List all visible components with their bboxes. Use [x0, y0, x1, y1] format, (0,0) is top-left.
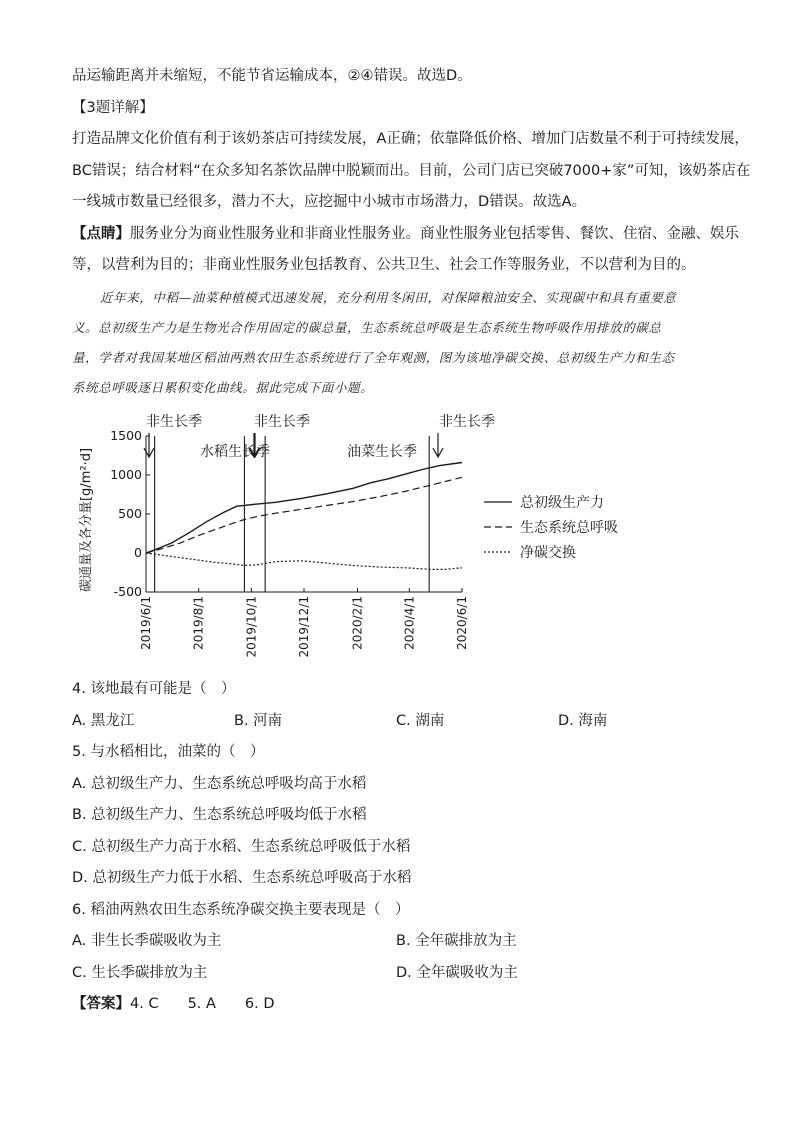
passage-line-2: 义。总初级生产力是生物光合作用固定的碳总量，生态系统总呼吸是生态系统生物呼吸作用排放的碳总	[72, 320, 662, 335]
q4-option-a[interactable]: A. 黑龙江	[72, 713, 135, 729]
x-tick-label: 2019/6/1	[139, 596, 153, 650]
explanation-line-5: 一线城市数量已经很多，潜力不大，应挖掘中小城市市场潜力，D错误。故选A。	[72, 194, 587, 210]
x-tick-label: 2019/8/1	[191, 596, 206, 650]
answer-line	[72, 994, 275, 1014]
explanation-line-3: 打造品牌文化价值有利于该奶茶店可持续发展，A正确；依靠降低价格、增加门店数量不利于可持续发展，	[72, 131, 749, 147]
answer-tag: 【答案】	[72, 996, 130, 1012]
tips-line-1	[72, 224, 739, 244]
y-tick-label: -500	[113, 584, 142, 599]
x-tick-label: 2019/12/1	[297, 596, 311, 658]
legend-label-2: 生态系统总呼吸	[520, 520, 618, 536]
answer-text: 4. C 5. A 6. D	[130, 996, 275, 1012]
series-line-1	[146, 463, 462, 554]
season-label: 非生长季	[439, 414, 495, 430]
passage-line-4: 系统总呼吸逐日累积变化曲线。据此完成下面小题。	[72, 380, 374, 395]
y-axis-label: 碳通量及各分量[g/m²·d]	[79, 447, 94, 593]
passage-line-1: 近年来，中稻—油菜种植模式迅速发展，充分利用冬闲田，对保障粮油安全、实现碳中和具有重要意	[100, 290, 677, 305]
q4-option-c[interactable]: C. 湖南	[396, 713, 445, 729]
question-4: 4. 该地最有可能是（ ）	[72, 681, 236, 697]
tips-tag: 【点睛】	[72, 226, 130, 242]
y-tick-label: 0	[134, 545, 142, 560]
passage-line-3: 量，学者对我国某地区稻油两熟农田生态系统进行了全年观测，图为该地净碳交换、总初级生产力和生态	[72, 350, 675, 365]
x-tick-label: 2020/4/1	[402, 596, 417, 650]
x-tick-label: 2020/6/1	[455, 596, 469, 650]
y-tick-label: 1500	[110, 428, 142, 443]
legend-label-1: 总初级生产力	[520, 495, 604, 511]
question-5: 5. 与水稻相比，油菜的（ ）	[72, 744, 265, 760]
question-6: 6. 稻油两熟农田生态系统净碳交换主要表现是（ ）	[72, 902, 410, 918]
q5-option-a[interactable]: A. 总初级生产力、生态系统总呼吸均高于水稻	[72, 776, 367, 792]
q4-option-b[interactable]: B. 河南	[234, 713, 283, 729]
explanation-line-1: 品运输距离并未缩短，不能节省运输成本，②④错误。故选D。	[72, 68, 472, 84]
q4-option-d[interactable]: D. 海南	[558, 713, 608, 729]
series-line-3	[146, 553, 462, 569]
explanation-line-4: BC错误；结合材料“在众多知名茶饮品牌中脱颖而出。目前，公司门店已突破7000+家”可知，该奶茶店在	[72, 163, 751, 179]
q5-option-c[interactable]: C. 总初级生产力高于水稻、生态系统总呼吸低于水稻	[72, 839, 411, 855]
q5-option-b[interactable]: B. 总初级生产力、生态系统总呼吸均低于水稻	[72, 807, 367, 823]
tips-text: 服务业分为商业性服务业和非商业性服务业。商业性服务业包括零售、餐饮、住宿、金融、娱乐	[130, 226, 739, 242]
legend-label-3: 净碳交换	[520, 545, 576, 561]
q6-option-c[interactable]: C. 生长季碳排放为主	[72, 965, 208, 981]
x-tick-label: 2019/10/1	[244, 596, 259, 658]
season-label: 油菜生长季	[347, 444, 417, 460]
q6-option-a[interactable]: A. 非生长季碳吸收为主	[72, 933, 222, 949]
detail-heading: 【3题详解】	[72, 100, 154, 116]
x-tick-label: 2020/2/1	[350, 596, 365, 650]
season-label: 水稻生长季	[200, 444, 270, 460]
season-label: 非生长季	[254, 414, 310, 430]
q6-option-b[interactable]: B. 全年碳排放为主	[396, 933, 517, 949]
series-line-2	[146, 477, 462, 553]
y-tick-label: 1000	[110, 467, 142, 482]
tips-line-2: 等，以营利为目的；非商业性服务业包括教育、公共卫生、社会工作等服务业，不以营利为目的。	[72, 257, 696, 273]
q6-option-d[interactable]: D. 全年碳吸收为主	[396, 965, 518, 981]
q5-option-d[interactable]: D. 总初级生产力低于水稻、生态系统总呼吸高于水稻	[72, 870, 412, 886]
season-label: 非生长季	[146, 414, 202, 430]
carbon-flux-chart	[72, 406, 652, 664]
y-tick-label: 500	[118, 506, 142, 521]
